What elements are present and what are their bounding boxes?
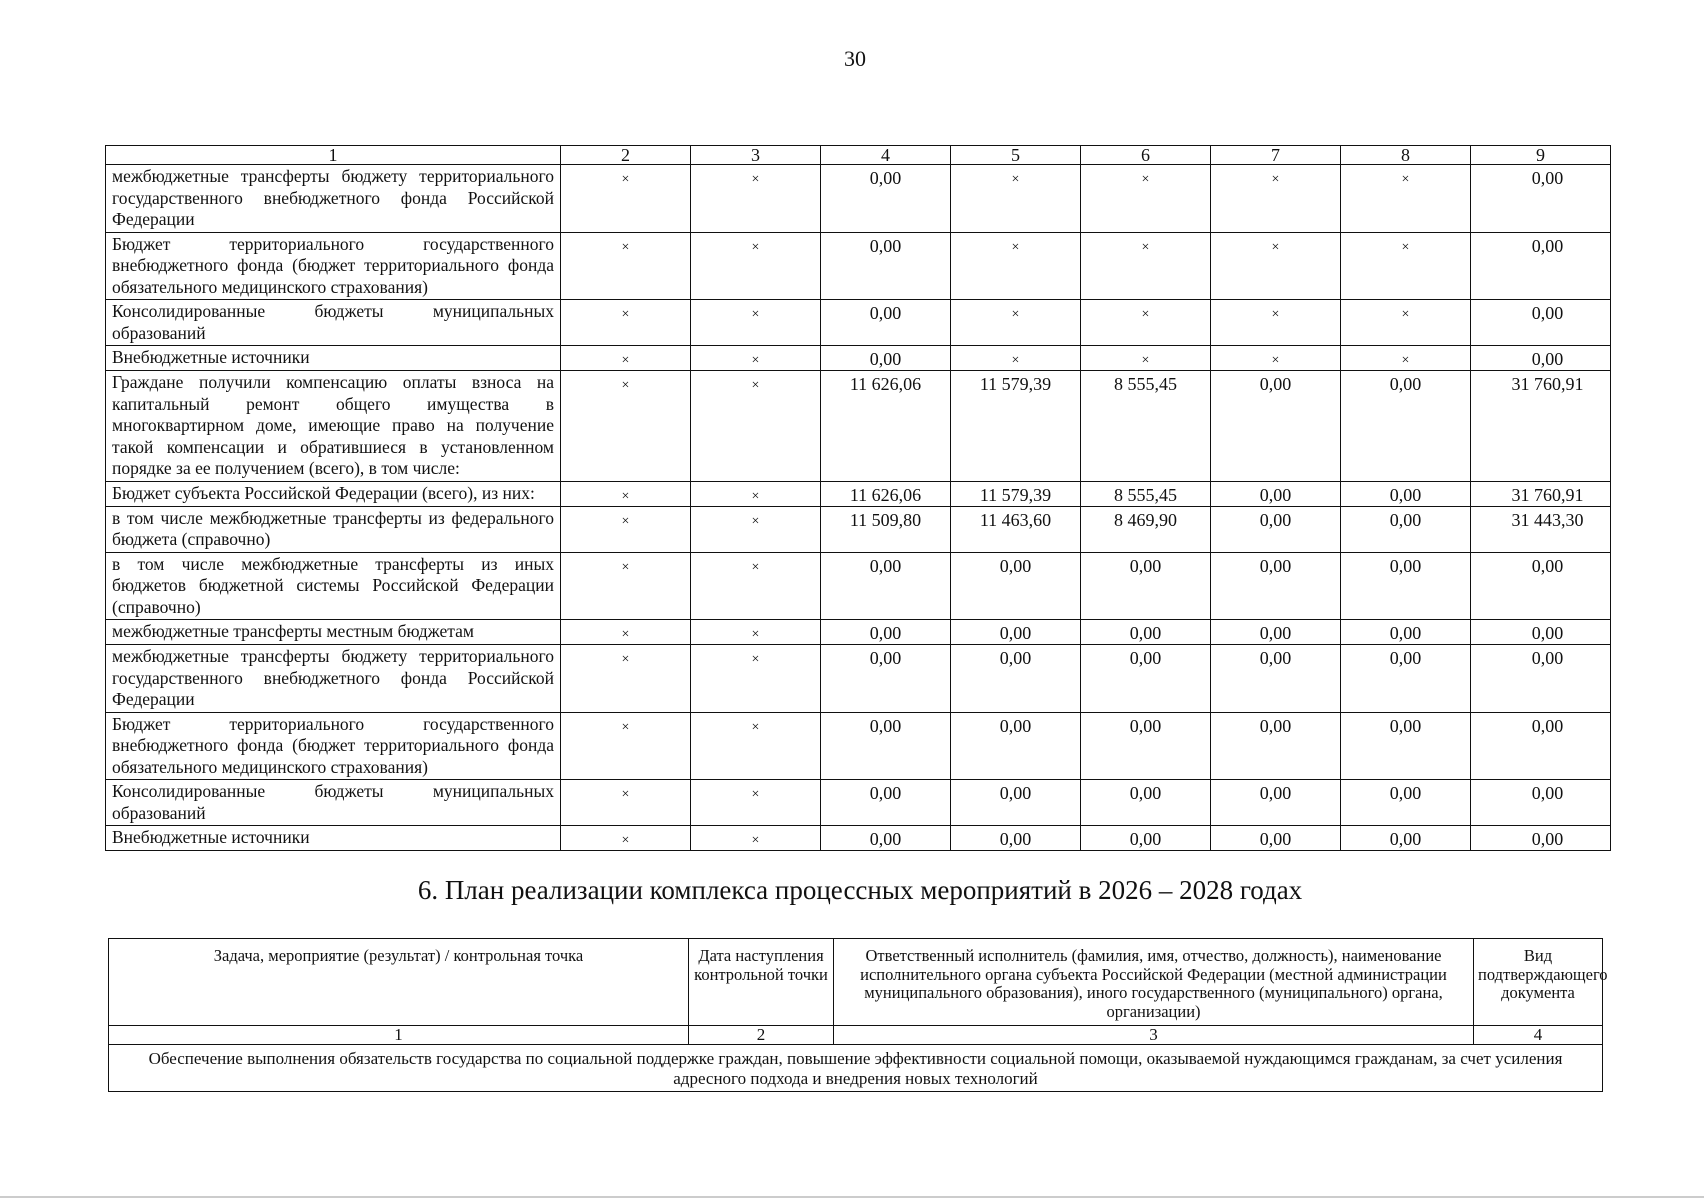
not-applicable-cell: × [691,165,821,233]
value-cell: 0,00 [1471,552,1611,620]
row-label: в том числе межбюджетные трансферты из иных бюджетов бюджетной системы Российской Федерации (справочно) [106,552,561,620]
row-label: Граждане получили компенсацию оплаты взноса на капитальный ремонт общего имущества в многоквартирном доме, имеющие право на получение такой компенсации и обратившиеся в установленном порядке за ее получением (всего), в том числе: [106,371,561,482]
not-applicable-cell: × [561,645,691,713]
table-row [106,346,1611,371]
not-applicable-cell: × [561,826,691,851]
value-cell: 0,00 [1341,552,1471,620]
not-applicable-cell: × [691,506,821,552]
value-cell: 0,00 [1081,826,1211,851]
value-cell: 8 469,90 [1081,506,1211,552]
header-date: Дата наступления контрольной точки [689,939,834,1026]
not-applicable-cell: × [691,620,821,645]
not-applicable-cell: × [561,780,691,826]
table-row [106,165,1611,233]
index-cell: 2 [689,1026,834,1045]
table-row [106,712,1611,780]
header-responsible: Ответственный исполнитель (фамилия, имя, отчество, должность), наименование исполнительного органа субъекта Российской Федерации (местной администрации муниципального образования), иного государственного (муниципального) органа, организации) [834,939,1474,1026]
not-applicable-cell: × [561,346,691,371]
value-cell: 0,00 [1471,712,1611,780]
value-cell: 0,00 [821,826,951,851]
row-label: межбюджетные трансферты бюджету территориального государственного внебюджетного фонда Российской Федерации [106,165,561,233]
header-task: Задача, мероприятие (результат) / контрольная точка [109,939,689,1026]
plan-table [108,938,1608,1092]
not-applicable-cell: × [691,232,821,300]
not-applicable-cell: × [951,165,1081,233]
not-applicable-cell: × [691,300,821,346]
not-applicable-cell: × [1341,232,1471,300]
value-cell: 0,00 [951,780,1081,826]
not-applicable-cell: × [561,506,691,552]
value-cell: 8 555,45 [1081,481,1211,506]
not-applicable-cell: × [1211,346,1341,371]
value-cell: 0,00 [951,712,1081,780]
column-header: 4 [821,146,951,165]
value-cell: 0,00 [821,645,951,713]
not-applicable-cell: × [1081,232,1211,300]
not-applicable-cell: × [561,481,691,506]
not-applicable-cell: × [951,232,1081,300]
value-cell: 0,00 [821,300,951,346]
row-label: Внебюджетные источники [106,826,561,851]
not-applicable-cell: × [1341,300,1471,346]
value-cell: 0,00 [1471,346,1611,371]
plan-table-header [109,939,1603,1026]
column-header: 8 [1341,146,1471,165]
column-header: 9 [1471,146,1611,165]
not-applicable-cell: × [561,300,691,346]
value-cell: 0,00 [951,552,1081,620]
table-row [106,481,1611,506]
row-label: Бюджет территориального государственного внебюджетного фонда (бюджет территориального фонда обязательного медицинского страхования) [106,712,561,780]
index-cell: 1 [109,1026,689,1045]
index-cell: 3 [834,1026,1474,1045]
not-applicable-cell: × [561,165,691,233]
row-label: Внебюджетные источники [106,346,561,371]
value-cell: 0,00 [1471,232,1611,300]
value-cell: 11 626,06 [821,371,951,482]
header-document: Вид подтверждающего документа [1474,939,1603,1026]
value-cell: 0,00 [1341,826,1471,851]
not-applicable-cell: × [691,712,821,780]
value-cell: 0,00 [1081,645,1211,713]
value-cell: 0,00 [1471,826,1611,851]
value-cell: 0,00 [1341,371,1471,482]
table-row [106,232,1611,300]
not-applicable-cell: × [561,371,691,482]
value-cell: 0,00 [1211,552,1341,620]
row-label: межбюджетные трансферты местным бюджетам [106,620,561,645]
not-applicable-cell: × [1211,300,1341,346]
row-label: в том числе межбюджетные трансферты из федерального бюджета (справочно) [106,506,561,552]
row-label: Консолидированные бюджеты муниципальных образований [106,300,561,346]
value-cell: 0,00 [821,780,951,826]
value-cell: 0,00 [1341,506,1471,552]
column-header: 5 [951,146,1081,165]
not-applicable-cell: × [561,712,691,780]
budget-table [105,145,1611,851]
value-cell: 0,00 [1211,371,1341,482]
not-applicable-cell: × [1211,165,1341,233]
value-cell: 0,00 [1211,506,1341,552]
column-header: 3 [691,146,821,165]
value-cell: 11 579,39 [951,371,1081,482]
value-cell: 11 463,60 [951,506,1081,552]
value-cell: 0,00 [821,712,951,780]
value-cell: 0,00 [821,552,951,620]
not-applicable-cell: × [561,552,691,620]
not-applicable-cell: × [951,346,1081,371]
value-cell: 0,00 [1341,645,1471,713]
value-cell: 0,00 [1211,826,1341,851]
table-row [106,371,1611,482]
value-cell: 0,00 [1341,712,1471,780]
not-applicable-cell: × [691,371,821,482]
table-row [106,620,1611,645]
table-row [106,300,1611,346]
row-label: Бюджет территориального государственного внебюджетного фонда (бюджет территориального фонда обязательного медицинского страхования) [106,232,561,300]
not-applicable-cell: × [691,780,821,826]
table-row [106,780,1611,826]
not-applicable-cell: × [1341,165,1471,233]
value-cell: 0,00 [821,346,951,371]
value-cell: 0,00 [1081,552,1211,620]
value-cell: 0,00 [1211,620,1341,645]
not-applicable-cell: × [561,232,691,300]
value-cell: 31 760,91 [1471,371,1611,482]
value-cell: 0,00 [951,826,1081,851]
value-cell: 8 555,45 [1081,371,1211,482]
row-label: Консолидированные бюджеты муниципальных образований [106,780,561,826]
value-cell: 11 509,80 [821,506,951,552]
not-applicable-cell: × [1081,346,1211,371]
row-label: Бюджет субъекта Российской Федерации (всего), из них: [106,481,561,506]
not-applicable-cell: × [561,620,691,645]
value-cell: 31 443,30 [1471,506,1611,552]
value-cell: 0,00 [1081,620,1211,645]
page-edge-line [0,1196,1704,1198]
section-title: 6. План реализации комплекса процессных мероприятий в 2026 – 2028 годах [417,875,1303,905]
column-header: 1 [106,146,561,165]
budget-table-header [106,146,1611,165]
table-row [106,645,1611,713]
value-cell: 0,00 [1081,712,1211,780]
index-cell: 4 [1474,1026,1603,1045]
value-cell: 0,00 [1341,780,1471,826]
value-cell: 0,00 [1211,645,1341,713]
value-cell: 11 579,39 [951,481,1081,506]
not-applicable-cell: × [1211,232,1341,300]
value-cell: 11 626,06 [821,481,951,506]
value-cell: 0,00 [1471,780,1611,826]
table-row [106,826,1611,851]
value-cell: 0,00 [951,645,1081,713]
row-label: межбюджетные трансферты бюджету территориального государственного внебюджетного фонда Российской Федерации [106,645,561,713]
value-cell: 0,00 [821,620,951,645]
task-text: Обеспечение выполнения обязательств государства по социальной поддержке граждан, повышение эффективности социальной помощи, оказываемой нуждающимся гражданам, за счет усиления адресного подхода и внедрения новых технологий [109,1045,1603,1092]
value-cell: 0,00 [1081,780,1211,826]
value-cell: 0,00 [1471,300,1611,346]
plan-index-row [109,1026,1603,1045]
value-cell: 0,00 [1211,780,1341,826]
not-applicable-cell: × [691,645,821,713]
value-cell: 0,00 [821,232,951,300]
value-cell: 0,00 [1211,712,1341,780]
column-header: 7 [1211,146,1341,165]
value-cell: 0,00 [1471,165,1611,233]
column-header: 6 [1081,146,1211,165]
column-header: 2 [561,146,691,165]
value-cell: 0,00 [821,165,951,233]
value-cell: 0,00 [1341,620,1471,645]
not-applicable-cell: × [691,346,821,371]
value-cell: 31 760,91 [1471,481,1611,506]
value-cell: 0,00 [1471,645,1611,713]
value-cell: 0,00 [1471,620,1611,645]
table-row [106,506,1611,552]
not-applicable-cell: × [1081,165,1211,233]
not-applicable-cell: × [1081,300,1211,346]
not-applicable-cell: × [1341,346,1471,371]
table-row [106,552,1611,620]
not-applicable-cell: × [691,481,821,506]
value-cell: 0,00 [951,620,1081,645]
plan-task-row [109,1045,1603,1092]
not-applicable-cell: × [691,826,821,851]
value-cell: 0,00 [1341,481,1471,506]
value-cell: 0,00 [1211,481,1341,506]
not-applicable-cell: × [951,300,1081,346]
page-number: 30 [844,46,866,71]
not-applicable-cell: × [691,552,821,620]
